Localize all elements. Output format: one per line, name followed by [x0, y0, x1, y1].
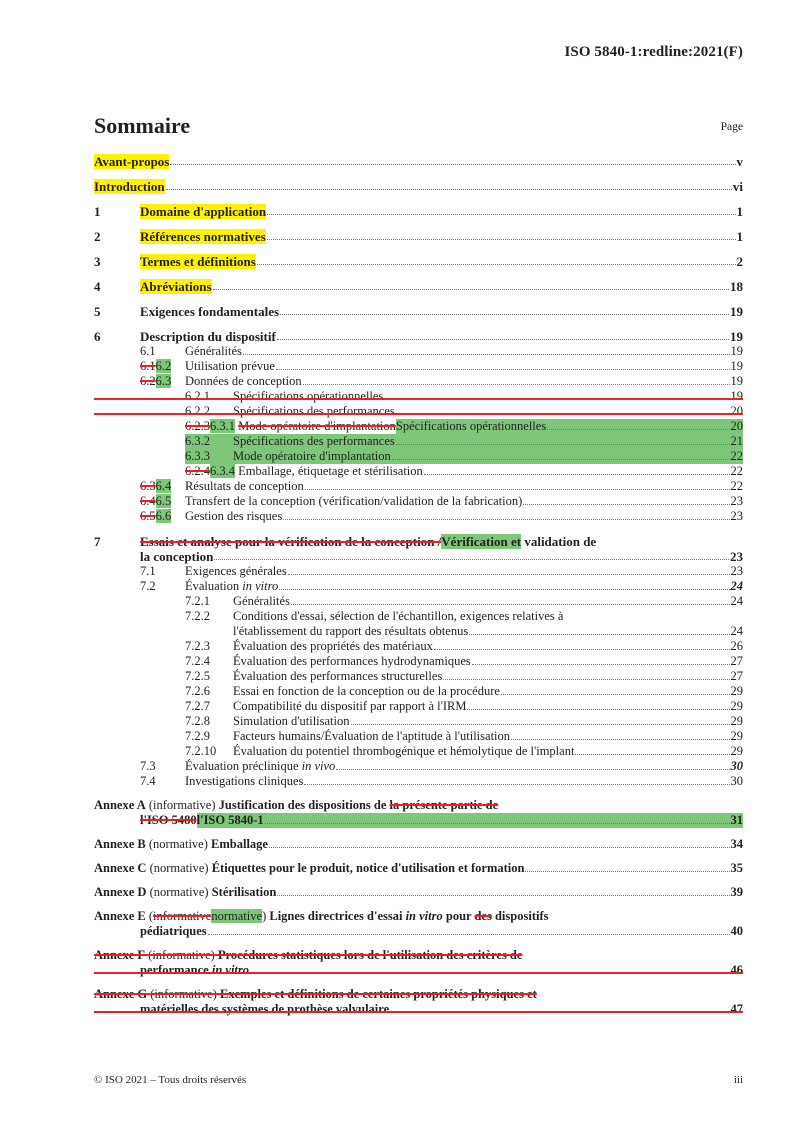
toc-entry-7-2[interactable]: 7.2 Évaluation in vitro 24	[140, 579, 743, 593]
toc-entry-7-2-10[interactable]: 7.2.10 Évaluation du potentiel thrombogénique et hémolytique de l'implant 29	[185, 744, 743, 758]
toc-entry-6[interactable]: 6 Description du dispositif 19	[94, 329, 743, 344]
toc-entry-7-2-5[interactable]: 7.2.5 Évaluation des performances structurelles 27	[185, 669, 743, 683]
leader-dots	[424, 474, 730, 475]
toc-entry-annex-g-deleted[interactable]: Annexe G (informative) Exemples et définitions de certaines propriétés physiques et matérielles des systèmes de prothèse valvulaire 47	[94, 987, 743, 1016]
leader-dots	[279, 589, 729, 590]
leader-dots	[392, 459, 730, 460]
leader-dots	[265, 823, 730, 824]
leader-dots	[351, 724, 730, 725]
deleted-text: des	[474, 909, 492, 923]
deleted-number: 6.4	[140, 494, 156, 508]
toc-entry-introduction[interactable]: Introduction vi	[94, 179, 743, 194]
leader-dots	[166, 189, 732, 190]
toc-entry-annex-d[interactable]: Annexe D (normative) Stérilisation 39	[94, 885, 743, 899]
deleted-text: la présente partie de	[389, 798, 499, 812]
inserted-number: 6.3	[155, 374, 172, 388]
toc-entry-7-2-1[interactable]: 7.2.1 Généralités 24	[185, 594, 743, 608]
toc-entry-7-2-9[interactable]: 7.2.9 Facteurs humains/Évaluation de l'aptitude à l'utilisation 29	[185, 729, 743, 743]
leader-dots	[243, 354, 730, 355]
toc-entry-1[interactable]: 1 Domaine d'application 1	[94, 204, 743, 219]
toc-entry-4[interactable]: 4 Abréviations 18	[94, 279, 743, 294]
toc-entry-3[interactable]: 3 Termes et définitions 2	[94, 254, 743, 269]
leader-dots	[305, 489, 730, 490]
toc-entry-7-2-4[interactable]: 7.2.4 Évaluation des performances hydrodynamiques 27	[185, 654, 743, 668]
toc-entry-5[interactable]: 5 Exigences fondamentales 19	[94, 304, 743, 319]
leader-dots	[304, 784, 729, 785]
footer-page-number: iii	[733, 1074, 743, 1086]
toc-entry-avant-propos[interactable]: Avant-propos v	[94, 154, 743, 169]
toc-entry-7-2-3[interactable]: 7.2.3 Évaluation des propriétés des matériaux 26	[185, 639, 743, 653]
leader-dots	[283, 519, 729, 520]
inserted-block-6-3	[185, 419, 743, 464]
toc-entry-deleted-6-2-2[interactable]: 6.2.2 Spécifications des performances 20	[94, 404, 743, 419]
leader-dots	[547, 429, 729, 430]
footer-copyright: © ISO 2021 – Tous droits réservés	[94, 1074, 247, 1086]
page-title: Sommaire	[94, 113, 191, 138]
leader-dots	[434, 649, 730, 650]
leader-dots	[170, 164, 735, 165]
toc-entry-annex-b[interactable]: Annexe B (normative) Emballage 34	[94, 837, 743, 851]
leader-dots	[472, 664, 730, 665]
leader-dots	[390, 1012, 729, 1013]
leader-dots	[575, 754, 729, 755]
toc-entry-6-3-2[interactable]: 6.3.2 Spécifications des performances 21	[185, 434, 743, 448]
toc-entry-6-3[interactable]: 6.26.3 Données de conception 19	[140, 374, 743, 388]
leader-dots	[467, 709, 729, 710]
toc-entry-2[interactable]: 2 Références normatives 1	[94, 229, 743, 244]
toc-entry-annex-f-deleted[interactable]: Annexe F (informative) Procédures statistiques lors de l'utilisation des critères de performance in vitro 46	[94, 948, 743, 977]
inserted-text: Spécifications opérationnelles	[395, 419, 547, 433]
toc-entry-deleted-6-2-1[interactable]: 6.2.1 Spécifications opérationnelles 19	[94, 389, 743, 404]
table-of-contents	[94, 154, 743, 1017]
toc-entry-7[interactable]: 7 Essais et analyse pour la vérification de la conception /Vérification et validation de la conception 23	[94, 534, 743, 564]
toc-entry-7-2-2[interactable]: 7.2.2 Conditions d'essai, sélection de l'échantillon, exigences relatives à l'établissement du rapport des résultats obtenus 24	[185, 609, 743, 638]
toc-entry-6-3-4[interactable]: 6.2.46.3.4 Emballage, étiquetage et stérilisation 22	[185, 464, 743, 478]
leader-dots	[501, 694, 730, 695]
toc-entry-7-2-8[interactable]: 7.2.8 Simulation d'utilisation 29	[185, 714, 743, 728]
toc-entry-7-1[interactable]: 7.1 Exigences générales 23	[140, 564, 743, 578]
leader-dots	[267, 239, 736, 240]
leader-dots	[214, 559, 729, 560]
toc-entry-annex-e[interactable]: Annexe E (informativenormative) Lignes directrices d'essai in vitro pour des dispositifs pédiatriques 40	[94, 909, 743, 938]
deleted-text: Essais et analyse pour la vérification de la conception /	[140, 534, 442, 549]
leader-dots	[269, 847, 730, 848]
leader-dots	[250, 973, 729, 974]
toc-entry-7-4[interactable]: 7.4 Investigations cliniques 30	[140, 774, 743, 788]
inserted-number: 6.5	[155, 494, 172, 508]
deleted-number: 6.3	[140, 479, 156, 493]
toc-entry-6-6[interactable]: 6.56.6 Gestion des risques 23	[140, 509, 743, 523]
toc-entry-6-5[interactable]: 6.46.5 Transfert de la conception (vérification/validation de la fabrication) 23	[140, 494, 743, 508]
leader-dots	[277, 895, 729, 896]
leader-dots	[280, 314, 729, 315]
deleted-number: 6.1	[140, 359, 156, 373]
inserted-number: 6.3.1	[210, 419, 235, 433]
inserted-number: 6.2	[155, 359, 172, 373]
deleted-number: 6.5	[140, 509, 156, 523]
leader-dots	[288, 574, 730, 575]
leader-dots	[336, 769, 729, 770]
leader-dots	[303, 384, 730, 385]
leader-dots	[277, 339, 729, 340]
leader-dots	[396, 414, 730, 415]
leader-dots	[276, 369, 730, 370]
toc-entry-annex-a[interactable]: Annexe A (informative) Justification des dispositions de la présente partie de l'ISO 5480 l'ISO 5840-1 31	[94, 798, 743, 827]
page-column-label: Page	[720, 121, 743, 133]
toc-entry-6-1[interactable]: 6.1 Généralités 19	[140, 344, 743, 358]
leader-dots	[291, 604, 730, 605]
toc-entry-7-2-7[interactable]: 7.2.7 Compatibilité du dispositif par rapport à l'IRM 29	[185, 699, 743, 713]
leader-dots	[469, 634, 729, 635]
toc-entry-6-2[interactable]: 6.16.2 Utilisation prévue 19	[140, 359, 743, 373]
toc-entry-6-4[interactable]: 6.36.4 Résultats de conception 22	[140, 479, 743, 493]
deleted-text: informative	[153, 909, 212, 923]
leader-dots	[443, 679, 729, 680]
toc-entry-7-3[interactable]: 7.3 Évaluation préclinique in vivo 30	[140, 759, 743, 773]
toc-entry-6-3-1[interactable]: 6.2.36.3.1 Mode opératoire d'implantation Spécifications opérationnelles 20	[185, 419, 743, 433]
leader-dots	[523, 504, 729, 505]
inserted-number: 6.3.4	[210, 464, 235, 478]
leader-dots	[511, 739, 729, 740]
leader-dots	[257, 264, 736, 265]
toc-entry-annex-c[interactable]: Annexe C (normative) Étiquettes pour le produit, notice d'utilisation et formation 35	[94, 861, 743, 875]
inserted-text: Vérification et	[441, 534, 522, 549]
deleted-number: 6.2.3	[185, 419, 210, 433]
toc-entry-7-2-6[interactable]: 7.2.6 Essai en fonction de la conception ou de la procédure 29	[185, 684, 743, 698]
deleted-number: 6.2	[140, 374, 156, 388]
leader-dots	[208, 934, 730, 935]
leader-dots	[384, 399, 729, 400]
deleted-text: Mode opératoire d'implantation	[238, 419, 396, 433]
inserted-text: l'ISO 5840-1	[196, 813, 264, 827]
deleted-text: l'ISO 5480	[140, 813, 197, 827]
leader-dots	[267, 214, 735, 215]
leader-dots	[525, 871, 729, 872]
inserted-text: normative	[211, 909, 263, 923]
toc-entry-6-3-3[interactable]: 6.3.3 Mode opératoire d'implantation 22	[185, 449, 743, 463]
leader-dots	[213, 289, 730, 290]
document-id: ISO 5840-1:redline:2021(F)	[564, 44, 743, 60]
leader-dots	[396, 444, 730, 445]
inserted-number: 6.6	[155, 509, 172, 523]
deleted-number: 6.2.4	[185, 464, 210, 478]
inserted-number: 6.4	[155, 479, 172, 493]
